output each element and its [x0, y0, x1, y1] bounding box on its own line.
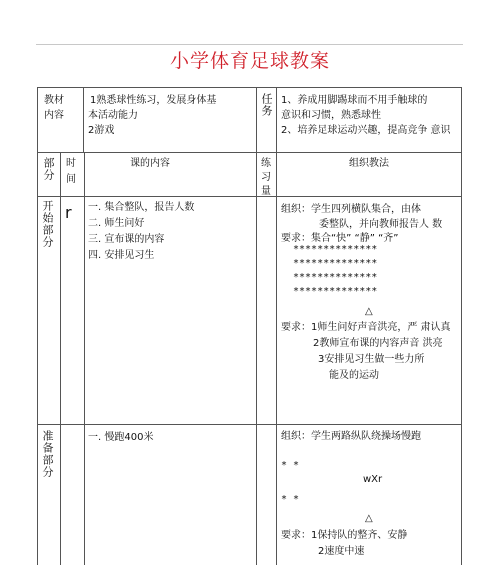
materials-label-2: 内容: [44, 110, 64, 121]
col-header-content: 课的内容: [130, 158, 170, 169]
formation-row: **************: [293, 272, 378, 283]
table-col-line: [60, 152, 61, 565]
formation-marks: * *: [281, 494, 300, 505]
section1-part: 开始部分: [41, 200, 54, 248]
col-header-time-1: 时: [66, 158, 76, 169]
section1-content-2: 二. 师生问好: [88, 218, 145, 229]
table-col-line: [256, 87, 257, 565]
section2-part: 准备部分: [41, 430, 54, 478]
formation-row: **************: [293, 258, 378, 269]
section1-req-4: 能及的运动: [329, 370, 379, 381]
teacher-triangle-icon: △: [365, 513, 373, 524]
page-title: 小学体育足球教案: [169, 50, 330, 72]
col-header-load-2: 习: [261, 172, 271, 183]
table-row-line: [37, 196, 461, 197]
col-header-part: 部分: [42, 157, 55, 181]
section1-req-1: 要求：1师生问好声音洪亮，严 肃认真: [281, 322, 451, 333]
table-border-left: [37, 87, 38, 565]
tasks-label: 任务: [260, 93, 273, 117]
section2-wxr: wXr: [363, 474, 383, 485]
table-border-top: [37, 87, 461, 88]
col-header-load-3: 量: [261, 186, 271, 197]
col-header-method: 组织教法: [349, 158, 389, 169]
section1-content-3: 三. 宣布课的内容: [88, 234, 165, 245]
section1-content-1: 一. 集合整队，报告人数: [88, 202, 195, 213]
materials-label-1: 教材: [44, 95, 64, 106]
tasks-line-3: 2、培养足球运动兴趣，提高竞争 意识: [281, 125, 451, 136]
teacher-triangle-icon: △: [365, 306, 373, 317]
tasks-line-1: 1、养成用脚踢球而不用手触球的: [281, 95, 428, 106]
formation-marks: * *: [281, 460, 300, 471]
table-col-line: [83, 87, 84, 152]
materials-line-3: 2游戏: [88, 125, 115, 136]
formation-row: **************: [293, 286, 378, 297]
table-border-right: [461, 87, 462, 565]
materials-line-2: 本活动能力: [88, 110, 138, 121]
materials-line-1: 1熟悉球性练习，发展身体基: [90, 95, 217, 106]
section1-content-4: 四. 安排见习生: [88, 250, 155, 261]
table-col-line: [84, 152, 85, 565]
section1-method-3: 要求：集合“快” “静” “齐”: [281, 233, 399, 244]
top-rule: [36, 44, 463, 45]
section1-time-mark: r: [65, 203, 72, 222]
col-header-load-1: 练: [261, 158, 271, 169]
section2-content: 一. 慢跑400米: [88, 432, 154, 443]
col-header-time-2: 间: [66, 174, 76, 185]
section2-req-1: 要求：1保持队的整齐、安静: [281, 530, 408, 541]
table-row-line: [37, 424, 461, 425]
section2-req-2: 2速度中速: [318, 546, 365, 557]
tasks-line-2: 意识和习惯，熟悉球性: [281, 110, 381, 121]
section1-req-2: 2教师宣布课的内容声音 洪亮: [313, 338, 443, 349]
section1-method-2: 委整队，并向教师报告人 数: [319, 219, 443, 230]
section1-req-3: 3安排见习生做一些力所: [318, 354, 425, 365]
section1-method-1: 组织：学生四列横队集合，由体: [281, 204, 421, 215]
section2-method: 组织：学生两路纵队绕操场慢跑: [281, 431, 421, 442]
formation-row: **************: [293, 244, 378, 255]
table-col-line: [276, 87, 277, 565]
table-row-line: [37, 152, 461, 153]
